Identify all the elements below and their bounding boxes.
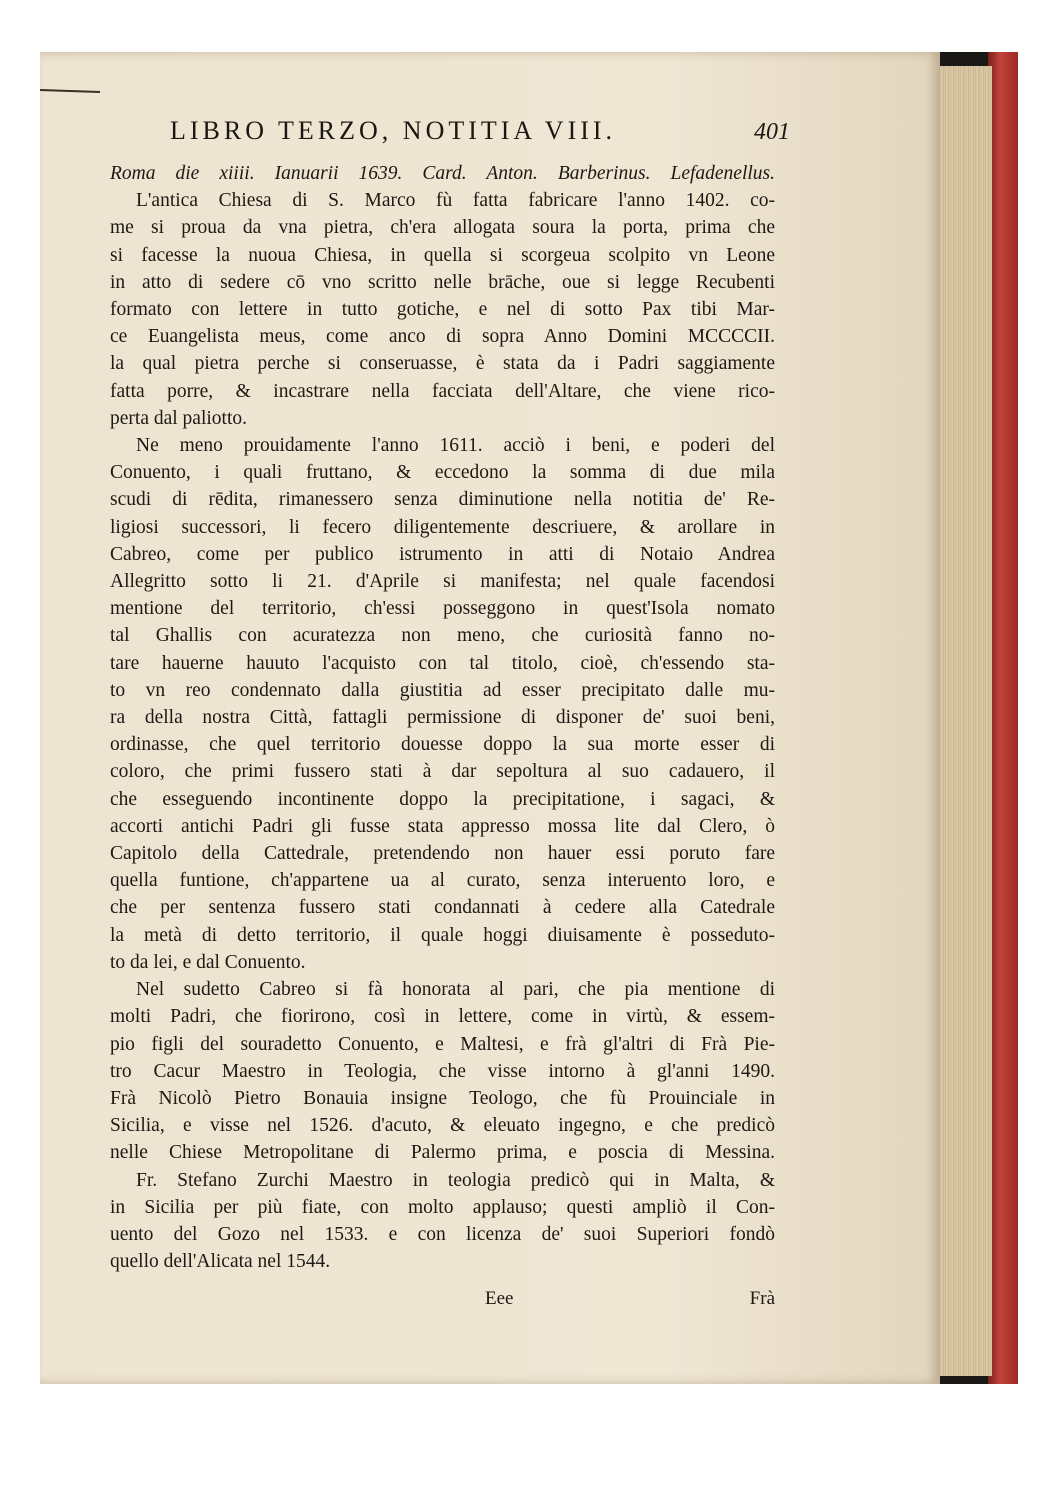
text-line: la qual pietra perche si conseruasse, è stata da i Padri saggiamente	[110, 353, 775, 375]
text-line: Sicilia, e visse nel 1526. d'acuto, & eleuato ingegno, e che predicò	[110, 1115, 775, 1137]
text-line: molti Padri, che fiorirono, così in lettere, come in virtù, & essem-	[110, 1006, 775, 1028]
text-line: to da lei, e dal Conuento.	[110, 951, 306, 973]
book-page	[40, 52, 940, 1384]
text-line: uento del Gozo nel 1533. e con licenza de' suoi Superiori fondò	[110, 1223, 775, 1245]
page-footer	[110, 1288, 775, 1318]
text-line: in atto di sedere cō vno scritto nelle brāche, oue si legge Recubenti	[110, 271, 775, 293]
text-line: coloro, che primi fussero stati à dar sepoltura al suo cadauero, il	[110, 761, 775, 783]
page-number: 401	[754, 119, 790, 145]
text-line: mentione del territorio, ch'essi posseggono in quest'Isola nomato	[110, 598, 775, 620]
text-line: Frà Nicolò Pietro Bonauia insigne Teologo, che fù Prouinciale in	[110, 1087, 775, 1109]
text-line: Capitolo della Cattedrale, pretendendo non hauer essi poruto fare	[110, 843, 775, 865]
text-line: Cabreo, come per publico istrumento in atti di Notaio Andrea	[110, 543, 775, 565]
text-line: Allegritto sotto li 21. d'Aprile si manifesta; nel quale facendosi	[110, 571, 775, 593]
text-line: L'antica Chiesa di S. Marco fù fatta fabricare l'anno 1402. co-	[136, 190, 775, 212]
text-line: accorti antichi Padri gli fusse stata appresso mossa lite dal Clero, ò	[110, 815, 775, 837]
signature-mark: Eee	[485, 1288, 514, 1309]
text-line: che esseguendo incontinente doppo la precipitatione, i sagaci, &	[110, 788, 775, 810]
text-line: ordinasse, che quel territorio douesse doppo la sua morte esser di	[110, 734, 775, 756]
text-line: ra della nostra Città, fattagli permissione di disponer de' suoi beni,	[110, 707, 775, 729]
text-line: la metà di detto territorio, il quale hoggi diuisamente è posseduto-	[110, 924, 775, 946]
running-title: LIBRO TERZO, NOTITIA VIII.	[170, 116, 617, 145]
ink-stroke	[40, 89, 100, 97]
text-line: ce Euangelista meus, come anco di sopra Anno Domini MCCCCII.	[110, 326, 775, 348]
text-line: to vn reo condennato dalla giustitia ad esser precipitato dalle mu-	[110, 679, 775, 701]
text-line: pio figli del souradetto Conuento, e Maltesi, e frà gl'altri di Frà Pie-	[110, 1033, 775, 1055]
text-line: formato con lettere in tutto gotiche, e nel di sotto Pax tibi Mar-	[110, 299, 775, 321]
text-line: in Sicilia per più fiate, con molto applauso; questi ampliò il Con-	[110, 1196, 775, 1218]
page-body	[110, 160, 775, 1275]
book-scan	[40, 52, 1018, 1384]
text-line: tare hauerne hauuto l'acquisto con tal titolo, cioè, ch'essendo sta-	[110, 652, 775, 674]
page-fore-edge	[932, 66, 992, 1376]
text-line: quello dell'Alicata nel 1544.	[110, 1251, 331, 1273]
text-line: che per sentenza fussero stati condannati à cedere alla Catedrale	[110, 897, 775, 919]
text-line: Nel sudetto Cabreo si fà honorata al pari, che pia mentione di	[136, 979, 775, 1001]
text-line: si facesse la nuoua Chiesa, in quella si scorgeua scolpito vn Leone	[110, 244, 775, 266]
catchword: Frà	[749, 1288, 775, 1309]
text-line: scudi di rēdita, rimanessero senza diminutione nella notitia de' Re-	[110, 489, 775, 511]
text-line: ligiosi successori, li fecero diligentemente descriuere, & arollare in	[110, 516, 775, 538]
text-line: fatta porre, & incastrare nella facciata dell'Altare, che viene rico-	[110, 380, 775, 402]
page-header	[170, 116, 790, 146]
text-line: me si proua da vna pietra, ch'era allogata soura la porta, prima che	[110, 217, 775, 239]
text-line: Roma die xiiii. Ianuarii 1639. Card. Anton. Barberinus. Lefadenellus.	[110, 163, 775, 184]
text-line: quella funtione, ch'appartene ua al curato, senza interuento loro, e	[110, 870, 775, 892]
text-line: nelle Chiese Metropolitane di Palermo prima, e poscia di Messina.	[110, 1142, 775, 1164]
text-line: tro Cacur Maestro in Teologia, che visse intorno à gl'anni 1490.	[110, 1060, 775, 1082]
text-line: tal Ghallis con acuratezza non meno, che curiosità fanno no-	[110, 625, 775, 647]
text-line: Ne meno prouidamente l'anno 1611. acciò i beni, e poderi del	[136, 435, 775, 457]
book-cover-edge	[988, 52, 1018, 1384]
text-line: perta dal paliotto.	[110, 407, 247, 429]
text-line: Fr. Stefano Zurchi Maestro in teologia predicò qui in Malta, &	[136, 1169, 775, 1191]
text-line: Conuento, i quali fruttano, & eccedono la somma di due mila	[110, 462, 775, 484]
